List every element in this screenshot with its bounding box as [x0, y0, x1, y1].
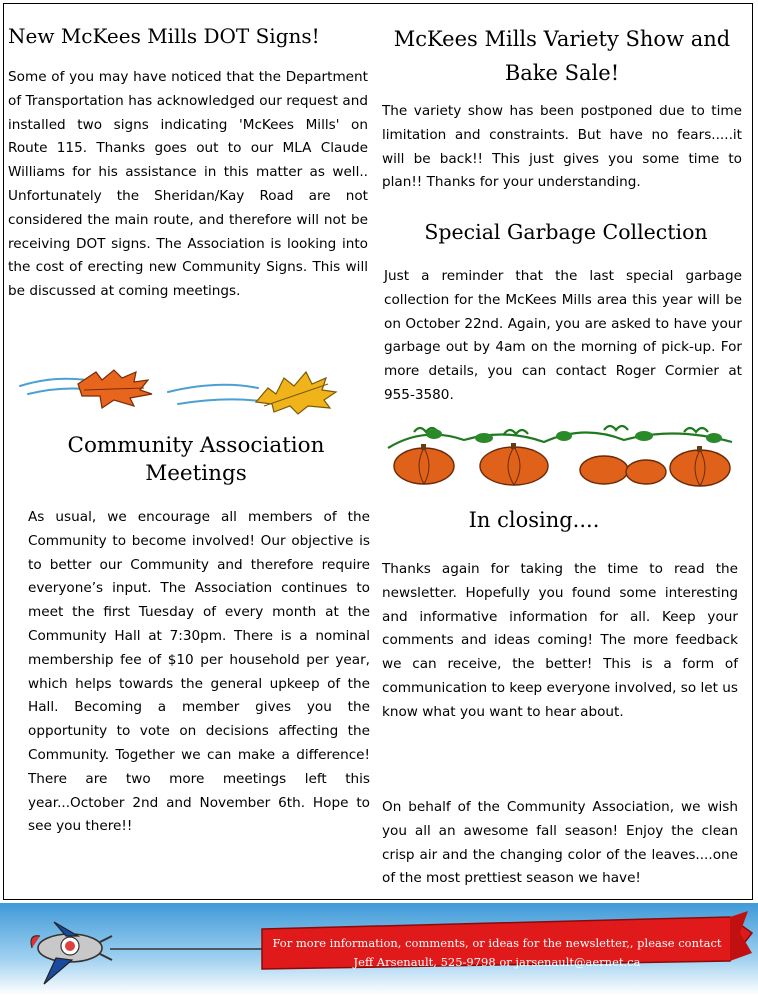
autumn-leaves-icon	[18, 362, 358, 418]
garbage-heading: Special Garbage Collection	[424, 220, 708, 244]
variety-show-heading: McKees Mills Variety Show and Bake Sale!	[393, 27, 731, 85]
meetings-body: As usual, we encourage all members of the Community to become involved! Our objective is to better our Community and therefore require everyone’s input. The Association continues to meet the first Tuesday of every month at the Community Hall at 7:30pm. There is a nominal membership fee of $10 per household per year, which helps towards the general upkeep of the Hall. Becoming a member gives you the opportunity to vote on decisions affecting the Community. Together we can make a difference! There are two more meetings left this year...October 2nd and November 6th. Hope to see you there!!	[28, 509, 370, 835]
meetings-heading: Community Association Meetings	[67, 433, 325, 486]
closing-body-2: On behalf of the Community Association, we wish you all an awesome fall season! Enjoy the clean crisp air and the changing color of the leaves....one of the most prettiest season we have!	[382, 799, 738, 887]
variety-show-body: The variety show has been postponed due to time limitation and constraints. But have no fears.....it will be back!! This just gives you some time to plan!! Thanks for your understanding.	[382, 103, 742, 191]
banner-line-2: Jeff Arsenault, 525-9798 or jarsenault@aernet.ca	[353, 955, 641, 969]
dot-signs-body: Some of you may have noticed that the Department of Transportation has acknowledged our request and installed two signs indicating 'McKees Mills' on Route 115. Thanks goes out to our MLA Claude Williams for his assistance in this matter as well.. Unfortunately the Sheridan/Kay Road are not considered the main route, and therefore will not be receiving DOT signs. The Association is looking into the cost of erecting new Community Signs. This will be discussed at coming meetings.	[8, 69, 368, 300]
left-column	[8, 22, 364, 50]
banner-line-1: For more information, comments, or ideas for the newsletter,, please contact	[272, 936, 722, 950]
closing-body-1: Thanks again for taking the time to read the newsletter. Hopefully you found some interesting and informative information for all. Keep your comments and ideas coming! The more feedback we can receive, the better! This is a form of communication to keep everyone involved, so let us know what you want to hear about.	[382, 561, 738, 720]
garbage-body: Just a reminder that the last special garbage collection for the McKees Mills area this year will be on October 22nd. Again, you are asked to have your garbage out by 4am on the morning of pick-up. For more details, you can contact Roger Cormier at 955-3580.	[384, 268, 742, 403]
closing-heading: In closing....	[468, 508, 600, 532]
pumpkin-patch-icon	[384, 422, 736, 490]
banner-contact	[262, 934, 732, 972]
dot-signs-heading: New McKees Mills DOT Signs!	[8, 24, 320, 48]
airplane-icon	[26, 920, 118, 988]
